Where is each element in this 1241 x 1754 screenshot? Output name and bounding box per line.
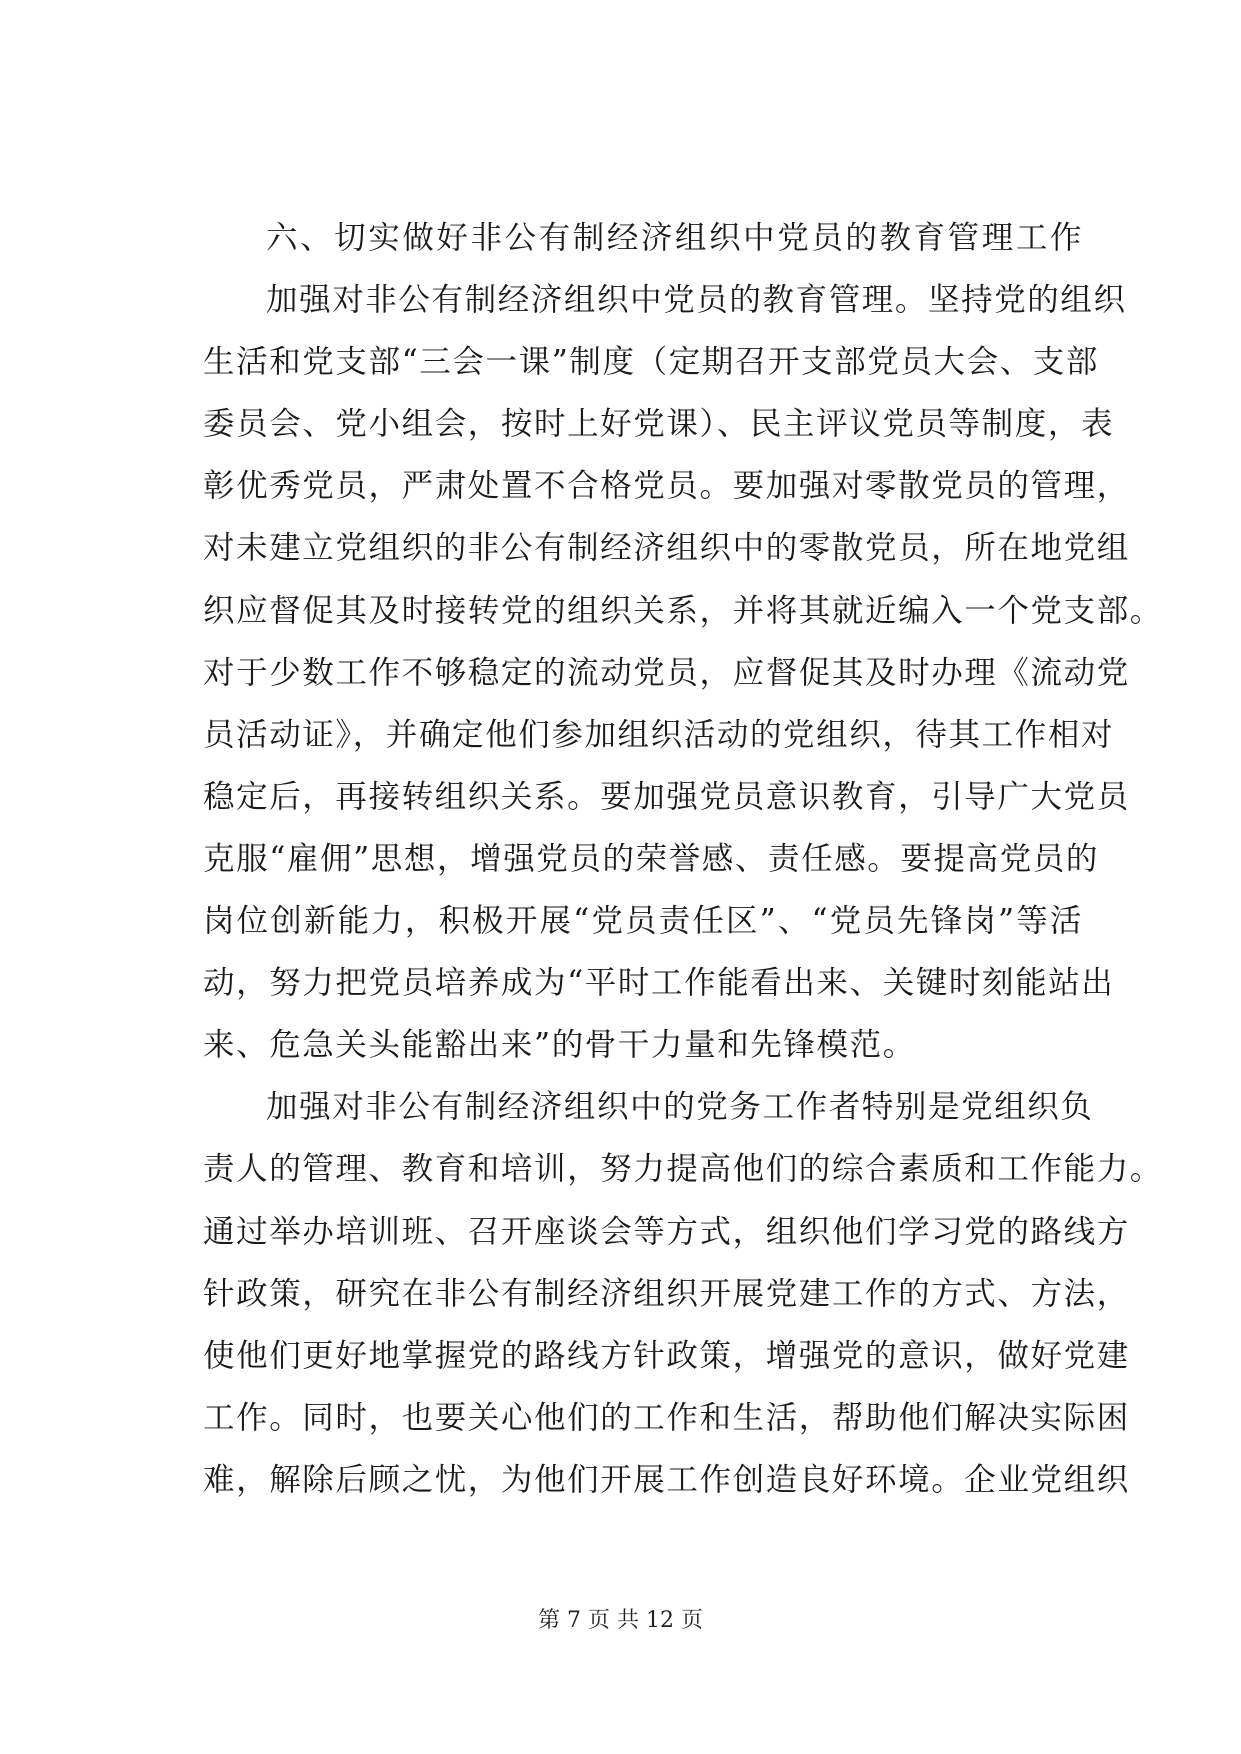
paragraph-1 <box>203 269 1163 1076</box>
paragraph-line: 加强对非公有制经济组织中的党务工作者特别是党组织负 <box>266 1089 1094 1126</box>
paragraph-line: 针政策，研究在非公有制经济组织开展党建工作的方式、方法， <box>203 1275 1130 1312</box>
paragraph-line: 加强对非公有制经济组织中党员的教育管理。坚持党的组织 <box>266 282 1127 319</box>
paragraph-line: 生活和党支部“三会一课”制度（定期召开支部党员大会、支部 <box>203 344 1100 381</box>
paragraph-line: 对未建立党组织的非公有制经济组织中的零散党员，所在地党组 <box>203 530 1130 567</box>
paragraph-line: 克服“雇佣”思想，增强党员的荣誉感、责任感。要提高党员的 <box>203 840 1100 877</box>
paragraph-line: 工作。同时，也要关心他们的工作和生活，帮助他们解决实际困 <box>203 1399 1130 1436</box>
paragraph-line: 岗位创新能力，积极开展“党员责任区”、“党员先锋岗”等活 <box>203 903 1083 940</box>
paragraph-line: 稳定后，再接转组织关系。要加强党员意识教育，引导广大党员 <box>203 778 1130 815</box>
paragraph-line: 通过举办培训班、召开座谈会等方式，组织他们学习党的路线方 <box>203 1213 1130 1250</box>
paragraph-line: 动，努力把党员培养成为“平时工作能看出来、关键时刻能站出 <box>203 965 1115 1002</box>
paragraph-line: 来、危急关头能豁出来”的骨干力量和先锋模范。 <box>203 1027 916 1064</box>
paragraph-2 <box>203 1076 1163 1511</box>
document-body <box>203 207 1163 1511</box>
section-heading: 六、切实做好非公有制经济组织中党员的教育管理工作 <box>266 220 1083 256</box>
paragraph-line: 员活动证》，并确定他们参加组织活动的党组织，待其工作相对 <box>203 716 1115 753</box>
paragraph-line: 彰优秀党员，严肃处置不合格党员。要加强对零散党员的管理， <box>203 468 1130 505</box>
paragraph-line: 对于少数工作不够稳定的流动党员，应督促其及时办理《流动党 <box>203 654 1130 691</box>
paragraph-line: 使他们更好地掌握党的路线方针政策，增强党的意识，做好党建 <box>203 1337 1130 1374</box>
paragraph-line: 委员会、党小组会，按时上好党课）、民主评议党员等制度，表 <box>203 406 1115 443</box>
paragraph-line: 难，解除后顾之忧，为他们开展工作创造良好环境。企业党组织 <box>203 1461 1130 1498</box>
page-number-footer: 第 7 页 共 12 页 <box>538 1608 703 1633</box>
paragraph-line: 责人的管理、教育和培训，努力提高他们的综合素质和工作能力。 <box>203 1151 1163 1188</box>
paragraph-line: 织应督促其及时接转党的组织关系，并将其就近编入一个党支部。 <box>203 592 1163 629</box>
